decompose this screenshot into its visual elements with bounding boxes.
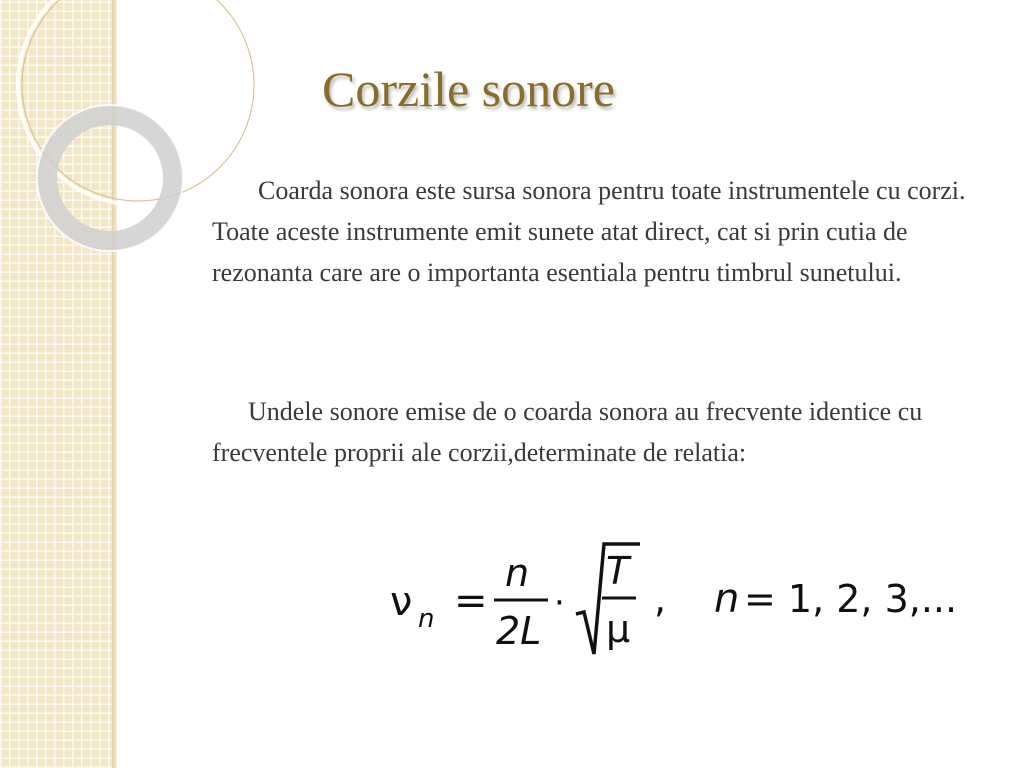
formula-root-numerator-T: T <box>606 549 630 593</box>
decorative-rings <box>0 0 240 260</box>
formula-condition-values: = 1, 2, 3,... <box>744 577 958 621</box>
formula-comma: , <box>654 577 667 621</box>
formula-denominator-2L: 2L <box>496 609 542 653</box>
formula-root-denominator-mu: μ <box>606 607 631 651</box>
formula-equals: = <box>454 578 488 624</box>
formula-nu: ν <box>390 579 413 625</box>
formula-nu-subscript: n <box>418 604 435 634</box>
formula-dot: · <box>554 583 565 623</box>
paragraph-frequency-relation: Undele sonore emise de o coarda sonora au frecvente identice cu frecventele proprii ale corzii,determinate de relatia: <box>212 397 923 467</box>
frequency-formula <box>382 530 958 665</box>
formula-numerator-n: n <box>505 551 530 595</box>
formula-condition-n: n <box>714 576 740 622</box>
slide-title: Corzile sonore <box>322 61 615 117</box>
paragraph-string-source: Coarda sonora este sursa sonora pentru toate instrumentele cu corzi. Toate aceste instrumente emit sunete atat direct, cat si prin cutia de rezonanta care are o importanta esentiala pentru timbrul sunetului. <box>212 176 966 287</box>
